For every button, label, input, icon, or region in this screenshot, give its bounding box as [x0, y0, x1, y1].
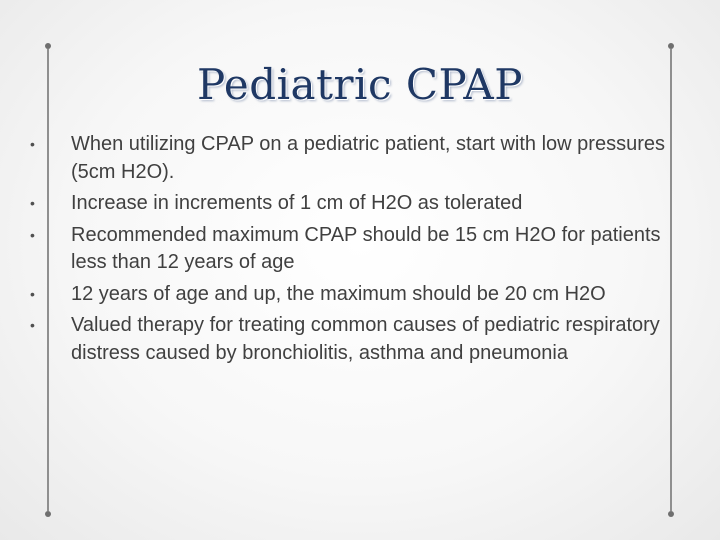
bullet-text: Recommended maximum CPAP should be 15 cm H2O for patients less than 12 years of age: [71, 223, 661, 273]
bullet-item: [28, 131, 678, 186]
bullet-item: [28, 281, 678, 309]
bullet-item: [28, 190, 678, 218]
bullet-item: [28, 222, 678, 277]
bullet-marker: •: [30, 317, 35, 333]
bullet-item: [28, 312, 678, 367]
bullet-marker: •: [30, 226, 35, 243]
bullet-text: Valued therapy for treating common causes of pediatric respiratory distress caused by bronchiolitis, asthma and pneumonia: [71, 314, 660, 364]
bullet-list: [28, 131, 678, 371]
bullet-text: When utilizing CPAP on a pediatric patient, start with low pressures (5cm H2O).: [71, 133, 665, 183]
bullet-marker: •: [30, 136, 35, 152]
frame-dot-bottom-right: [668, 511, 674, 517]
slide-title: Pediatric CPAP: [197, 60, 523, 109]
bullet-text: Increase in increments of 1 cm of H2O as tolerated: [71, 192, 523, 214]
frame-dot-bottom-left: [45, 511, 51, 517]
bullet-marker: •: [30, 285, 35, 302]
bullet-text: 12 years of age and up, the maximum should be 20 cm H2O: [71, 282, 606, 305]
bullet-marker: •: [30, 195, 35, 211]
